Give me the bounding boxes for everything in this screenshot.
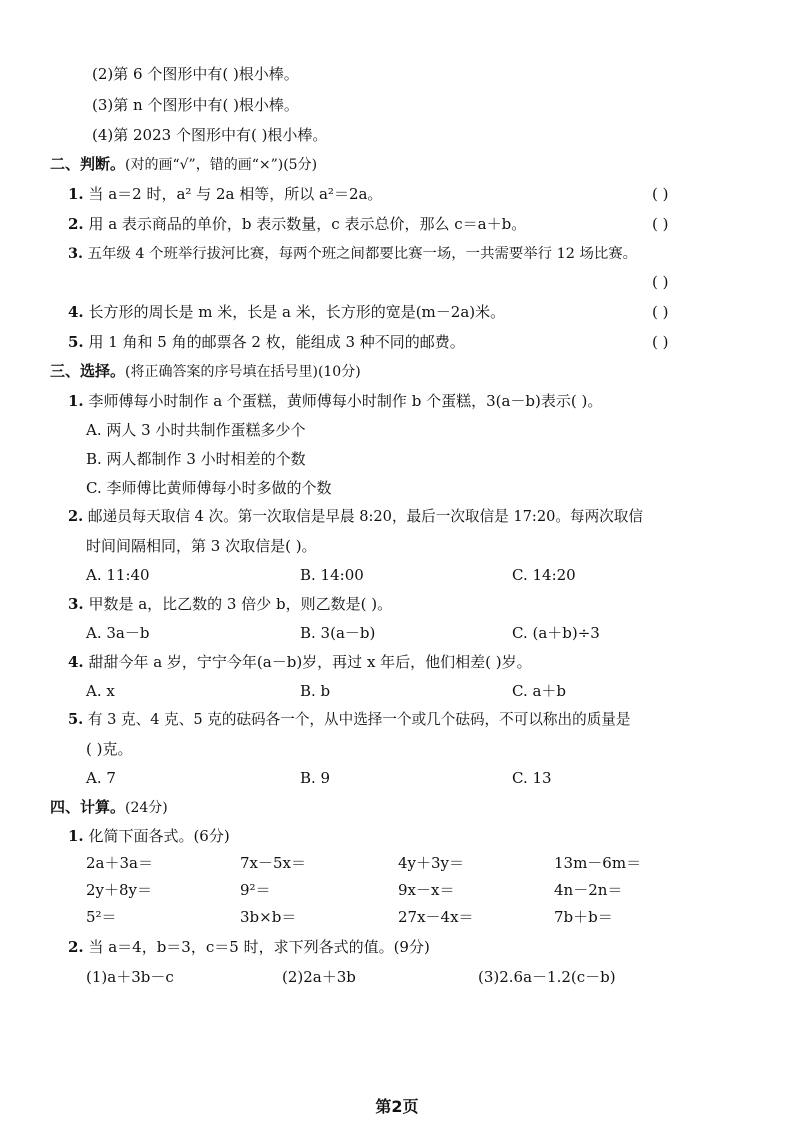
judge-item-4 xyxy=(68,300,505,324)
choice-q3 xyxy=(68,592,392,616)
simplify-expr: 2a＋3a＝ xyxy=(86,854,153,872)
simplify-expr: 9²＝ xyxy=(240,881,271,899)
choice-q1-option-b[interactable]: B. 两人都制作 3 小时相差的个数 xyxy=(86,450,306,468)
judge-item-5 xyxy=(68,330,465,354)
calc-q1 xyxy=(68,824,230,848)
simplify-expr: 4n－2n＝ xyxy=(554,881,623,899)
choice-q-num: 1. xyxy=(68,392,84,410)
judge-answer-box-2[interactable]: ( ) xyxy=(652,215,669,233)
choice-q-text: 甲数是 a，比乙数的 3 倍少 b，则乙数是( )。 xyxy=(88,595,393,613)
page-number: 第2页 xyxy=(375,1097,419,1116)
calc-q-num: 1. xyxy=(68,827,84,845)
judge-item-2 xyxy=(68,212,526,236)
simplify-expr: 13m－6m＝ xyxy=(554,854,642,872)
choice-q-num: 5. xyxy=(68,711,84,728)
calc-q-text: 当 a＝4，b＝3，c＝5 时，求下列各式的值。(9分) xyxy=(88,938,430,956)
simplify-expr: 7x－5x＝ xyxy=(240,854,307,872)
calc-q-text: 化简下面各式。(6分) xyxy=(88,827,230,845)
evaluate-expr-3: (3)2.6a－1.2(c－b) xyxy=(478,968,616,986)
choice-q3-option-b[interactable]: B. 3(a－b) xyxy=(300,624,376,642)
judge-item-text: 五年级 4 个班举行拔河比赛，每两个班之间都要比赛一场，一共需要举行 12 场比赛。 xyxy=(87,246,638,262)
section-judge-heading: 二、判断。 xyxy=(50,155,126,173)
choice-q-text: 邮递员每天取信 4 次。第一次取信是早晨 8:20，最后一次取信是 17:20。每两次取信 xyxy=(87,508,643,525)
judge-item-3 xyxy=(68,242,637,266)
evaluate-expr-1: (1)a＋3b－c xyxy=(86,968,174,986)
choice-q1-option-a[interactable]: A. 两人 3 小时共制作蛋糕多少个 xyxy=(86,421,306,439)
judge-item-text: 长方形的周长是 m 米，长是 a 米，长方形的宽是(m－2a)米。 xyxy=(88,303,506,321)
choice-q5-option-a[interactable]: A. 7 xyxy=(86,769,116,787)
choice-q5 xyxy=(68,708,631,732)
choice-q1 xyxy=(68,389,602,413)
top-item-3: (3)第 n 个图形中有( )根小棒。 xyxy=(92,96,299,114)
simplify-expr: 27x－4x＝ xyxy=(398,908,474,926)
choice-q2-option-b[interactable]: B. 14:00 xyxy=(300,566,364,584)
section-calc-title xyxy=(50,795,168,820)
top-item-2: (2)第 6 个图形中有( )根小棒。 xyxy=(92,65,299,83)
choice-q3-option-c[interactable]: C. (a＋b)÷3 xyxy=(512,624,600,642)
choice-q-text: 甜甜今年 a 岁，宁宁今年(a－b)岁，再过 x 年后，他们相差( )岁。 xyxy=(88,653,532,671)
choice-q5-text-cont: ( )克。 xyxy=(86,740,133,758)
choice-q4-option-b[interactable]: B. b xyxy=(300,682,331,700)
section-judge-note: (对的画“√”，错的画“×”)(5分) xyxy=(125,157,318,173)
judge-item-text: 当 a＝2 时，a² 与 2a 相等，所以 a²＝2a。 xyxy=(88,185,383,203)
choice-q-num: 4. xyxy=(68,653,84,671)
choice-q-text: 李师傅每小时制作 a 个蛋糕，黄师傅每小时制作 b 个蛋糕，3(a－b)表示( )。 xyxy=(88,392,603,410)
section-calc-note: (24分) xyxy=(125,800,168,816)
section-calc-heading: 四、计算。 xyxy=(50,798,126,816)
section-judge-title xyxy=(50,152,317,177)
section-choice-note: (将正确答案的序号填在括号里)(10分) xyxy=(125,364,361,380)
choice-q-num: 2. xyxy=(68,508,84,525)
top-item-4: (4)第 2023 个图形中有( )根小棒。 xyxy=(92,126,328,144)
choice-q4-option-a[interactable]: A. x xyxy=(86,682,115,700)
judge-item-num: 5. xyxy=(68,333,84,351)
choice-q2-option-a[interactable]: A. 11:40 xyxy=(86,566,150,584)
judge-item-num: 4. xyxy=(68,303,84,321)
choice-q-text: 有 3 克、4 克、5 克的砝码各一个，从中选择一个或几个砝码，不可以称出的质量是 xyxy=(87,711,631,728)
judge-item-num: 3. xyxy=(68,245,84,262)
calc-q2 xyxy=(68,935,430,959)
choice-q-num: 3. xyxy=(68,595,84,613)
judge-item-num: 2. xyxy=(68,215,84,233)
simplify-expr: 7b＋b＝ xyxy=(554,908,613,926)
judge-item-num: 1. xyxy=(68,185,84,203)
simplify-expr: 5²＝ xyxy=(86,908,117,926)
choice-q5-option-c[interactable]: C. 13 xyxy=(512,769,552,787)
choice-q4 xyxy=(68,650,532,674)
simplify-expr: 4y＋3y＝ xyxy=(398,854,465,872)
judge-item-text: 用 a 表示商品的单价，b 表示数量，c 表示总价，那么 c＝a＋b。 xyxy=(88,215,527,233)
simplify-expr: 2y＋8y＝ xyxy=(86,881,153,899)
evaluate-expr-2: (2)2a＋3b xyxy=(282,968,356,986)
choice-q3-option-a[interactable]: A. 3a－b xyxy=(86,624,150,642)
judge-item-text: 用 1 角和 5 角的邮票各 2 枚，能组成 3 种不同的邮费。 xyxy=(88,333,465,351)
choice-q2-option-c[interactable]: C. 14:20 xyxy=(512,566,576,584)
choice-q5-option-b[interactable]: B. 9 xyxy=(300,769,331,787)
simplify-expr: 3b×b＝ xyxy=(240,908,297,926)
calc-q-num: 2. xyxy=(68,938,84,956)
judge-answer-box-5[interactable]: ( ) xyxy=(652,333,669,351)
section-choice-heading: 三、选择。 xyxy=(50,362,126,380)
judge-answer-box-4[interactable]: ( ) xyxy=(652,303,669,321)
choice-q2 xyxy=(68,505,643,529)
choice-q1-option-c[interactable]: C. 李师傅比黄师傅每小时多做的个数 xyxy=(86,479,332,497)
judge-item-1 xyxy=(68,182,382,206)
simplify-expr: 9x－x＝ xyxy=(398,881,455,899)
judge-answer-box-1[interactable]: ( ) xyxy=(652,185,669,203)
choice-q2-text-cont: 时间间隔相同，第 3 次取信是( )。 xyxy=(86,537,317,555)
judge-answer-box-3[interactable]: ( ) xyxy=(652,273,669,291)
section-choice-title xyxy=(50,359,361,384)
choice-q4-option-c[interactable]: C. a＋b xyxy=(512,682,567,700)
